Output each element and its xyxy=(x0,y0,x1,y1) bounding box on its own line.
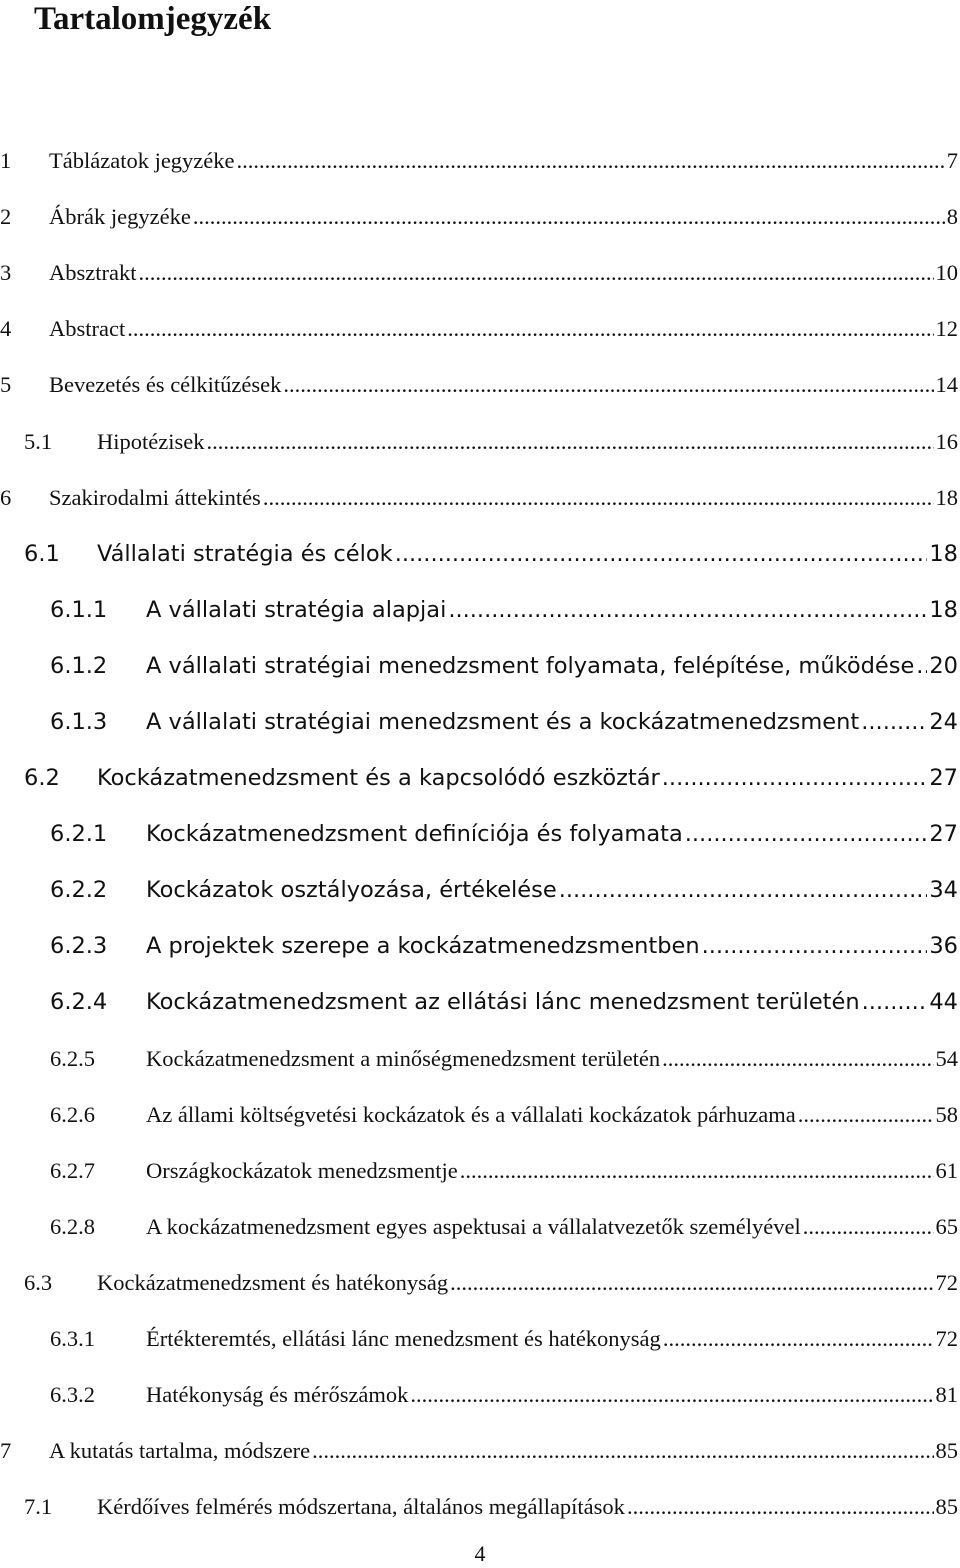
toc-entry-number: 6.2.2 xyxy=(50,877,108,904)
toc-entry-page: 72 xyxy=(935,1269,958,1295)
toc-entry[interactable] xyxy=(0,357,960,413)
toc-entry-page: 85 xyxy=(935,1494,958,1520)
toc-entry[interactable] xyxy=(0,1199,960,1255)
toc-entry-number: 6.3.1 xyxy=(50,1326,95,1352)
page-number: 4 xyxy=(474,1541,486,1566)
toc-entry[interactable] xyxy=(0,301,960,357)
toc-entry-number: 1 xyxy=(0,148,12,174)
toc-dot-leader xyxy=(237,148,945,174)
toc-entry-number: 6.3.2 xyxy=(50,1382,95,1408)
toc-dot-leader xyxy=(448,597,927,623)
toc-entry-title: Kockázatmenedzsment és a kapcsolódó eszköztár xyxy=(97,765,660,792)
toc-entry-number: 6.2.5 xyxy=(50,1045,95,1071)
toc-dot-leader xyxy=(410,1382,933,1408)
toc-entry[interactable] xyxy=(0,1423,960,1479)
toc-entry-number: 6.2.7 xyxy=(50,1157,95,1183)
toc-entry-number: 7 xyxy=(0,1438,12,1464)
toc-entry-title: Kockázatmenedzsment definíciója és folyamata xyxy=(146,821,683,848)
toc-entry-page: 14 xyxy=(935,372,958,398)
toc-entry-number: 6.1 xyxy=(24,540,60,567)
toc-entry-title: Hipotézisek xyxy=(97,428,205,454)
toc-entry-title: Ábrák jegyzéke xyxy=(49,204,191,230)
toc-entry-title: Kockázatok osztályozása, értékelése xyxy=(146,877,557,904)
toc-entry[interactable] xyxy=(0,133,960,189)
toc-dot-leader xyxy=(663,1326,934,1352)
toc-entry-page: 12 xyxy=(935,316,958,342)
toc-entry[interactable] xyxy=(0,862,960,918)
toc-dot-leader xyxy=(702,933,928,959)
toc-entry-title: A projektek szerepe a kockázatmenedzsmentben xyxy=(146,933,700,960)
toc-entry-title: A kockázatmenedzsment egyes aspektusai a vállalatvezetők személyével xyxy=(146,1213,801,1239)
toc-entry-number: 3 xyxy=(0,260,12,286)
toc-entry[interactable] xyxy=(0,638,960,694)
toc-entry[interactable] xyxy=(0,1479,960,1535)
toc-entry[interactable] xyxy=(0,1311,960,1367)
toc-entry-title: Absztrakt xyxy=(49,260,137,286)
toc-entry-number: 6.1.1 xyxy=(50,596,108,623)
toc-entry-title: Kockázatmenedzsment az ellátási lánc menedzsment területén xyxy=(146,989,860,1016)
toc-entry[interactable] xyxy=(0,189,960,245)
toc-entry-number: 6.2.3 xyxy=(50,933,108,960)
toc-dot-leader xyxy=(685,821,928,847)
toc-entry-page: 54 xyxy=(935,1045,958,1071)
toc-entry-page: 72 xyxy=(935,1326,958,1352)
page-title: Tartalomjegyzék xyxy=(34,1,272,37)
table-of-contents xyxy=(0,133,960,1535)
toc-entry-number: 6 xyxy=(0,484,12,510)
toc-entry-title: Az állami költségvetési kockázatok és a vállalati kockázatok párhuzama xyxy=(146,1101,796,1127)
toc-entry-page: 81 xyxy=(935,1382,958,1408)
toc-entry-page: 36 xyxy=(929,933,958,960)
toc-dot-leader xyxy=(283,372,933,398)
toc-entry[interactable] xyxy=(0,694,960,750)
toc-entry-title: A vállalati stratégiai menedzsment és a kockázatmenedzsment xyxy=(146,708,860,735)
toc-entry[interactable] xyxy=(0,413,960,469)
toc-dot-leader xyxy=(460,1158,934,1184)
toc-entry-title: A vállalati stratégia alapjai xyxy=(146,596,447,623)
toc-entry-title: Abstract xyxy=(49,316,126,342)
toc-dot-leader xyxy=(312,1438,933,1464)
toc-entry[interactable] xyxy=(0,1031,960,1087)
toc-dot-leader xyxy=(798,1102,934,1128)
toc-entry-title: Kockázatmenedzsment és hatékonyság xyxy=(97,1269,449,1295)
toc-entry[interactable] xyxy=(0,582,960,638)
toc-entry-page: 18 xyxy=(929,540,958,567)
toc-dot-leader xyxy=(395,541,928,567)
toc-entry-number: 6.2.6 xyxy=(50,1101,95,1127)
toc-entry[interactable] xyxy=(0,918,960,974)
toc-dot-leader xyxy=(803,1214,934,1240)
toc-entry-number: 6.1.2 xyxy=(50,652,108,679)
toc-entry-number: 6.2 xyxy=(24,765,60,792)
toc-dot-leader xyxy=(206,429,933,455)
toc-entry-number: 6.2.4 xyxy=(50,989,108,1016)
toc-entry-title: Bevezetés és célkitűzések xyxy=(49,372,282,398)
toc-entry[interactable] xyxy=(0,806,960,862)
toc-entry[interactable] xyxy=(0,750,960,806)
toc-entry[interactable] xyxy=(0,1143,960,1199)
toc-entry[interactable] xyxy=(0,1367,960,1423)
toc-entry-page: 58 xyxy=(935,1101,958,1127)
toc-entry-page: 27 xyxy=(929,821,958,848)
toc-entry-title: A vállalati stratégiai menedzsment folyamata, felépítése, működése xyxy=(146,652,915,679)
toc-dot-leader xyxy=(862,989,928,1015)
toc-entry-number: 7.1 xyxy=(24,1494,53,1520)
toc-entry-number: 6.3 xyxy=(24,1269,53,1295)
toc-dot-leader xyxy=(559,877,928,903)
toc-entry-page: 16 xyxy=(935,428,958,454)
toc-entry[interactable] xyxy=(0,1087,960,1143)
toc-entry-title: Hatékonyság és mérőszámok xyxy=(146,1382,409,1408)
toc-entry-page: 34 xyxy=(929,877,958,904)
toc-entry-number: 6.2.8 xyxy=(50,1213,95,1239)
toc-entry-page: 10 xyxy=(935,260,958,286)
toc-dot-leader xyxy=(662,1046,933,1072)
toc-entry[interactable] xyxy=(0,526,960,582)
toc-entry-title: Kérdőíves felmérés módszertana, általános megállapítások xyxy=(97,1494,625,1520)
toc-dot-leader xyxy=(450,1270,933,1296)
toc-entry-number: 4 xyxy=(0,316,12,342)
toc-entry[interactable] xyxy=(0,1255,960,1311)
toc-entry-page: 18 xyxy=(935,484,958,510)
toc-entry-page: 44 xyxy=(929,989,958,1016)
toc-entry-page: 24 xyxy=(929,708,958,735)
toc-entry-title: A kutatás tartalma, módszere xyxy=(49,1438,311,1464)
toc-dot-leader xyxy=(916,653,927,679)
toc-entry-title: Kockázatmenedzsment a minőségmenedzsment területén xyxy=(146,1045,661,1071)
toc-entry-number: 6.2.1 xyxy=(50,821,108,848)
toc-dot-leader xyxy=(627,1494,934,1520)
toc-entry[interactable] xyxy=(0,245,960,301)
toc-entry-number: 6.1.3 xyxy=(50,708,108,735)
toc-entry[interactable] xyxy=(0,470,960,526)
toc-entry-page: 18 xyxy=(929,596,958,623)
toc-dot-leader xyxy=(662,765,928,791)
toc-entry-title: Országkockázatok menedzsmentje xyxy=(146,1157,458,1183)
toc-dot-leader xyxy=(193,204,945,230)
toc-dot-leader xyxy=(861,709,927,735)
toc-dot-leader xyxy=(138,260,933,286)
toc-entry-page: 20 xyxy=(929,652,958,679)
toc-entry-page: 61 xyxy=(935,1157,958,1183)
toc-dot-leader xyxy=(263,485,934,511)
toc-entry-page: 85 xyxy=(935,1438,958,1464)
toc-entry-number: 5 xyxy=(0,372,12,398)
toc-entry-title: Értékteremtés, ellátási lánc menedzsment és hatékonyság xyxy=(146,1326,661,1352)
toc-entry-page: 27 xyxy=(929,765,958,792)
toc-entry-number: 5.1 xyxy=(24,428,53,454)
toc-entry-number: 2 xyxy=(0,204,12,230)
toc-entry-title: Vállalati stratégia és célok xyxy=(97,540,393,567)
toc-entry-page: 7 xyxy=(946,148,958,174)
toc-entry-title: Táblázatok jegyzéke xyxy=(49,148,235,174)
toc-entry-page: 8 xyxy=(946,204,958,230)
toc-entry-title: Szakirodalmi áttekintés xyxy=(49,484,261,510)
toc-dot-leader xyxy=(127,316,933,342)
toc-entry-page: 65 xyxy=(935,1213,958,1239)
toc-entry[interactable] xyxy=(0,974,960,1030)
